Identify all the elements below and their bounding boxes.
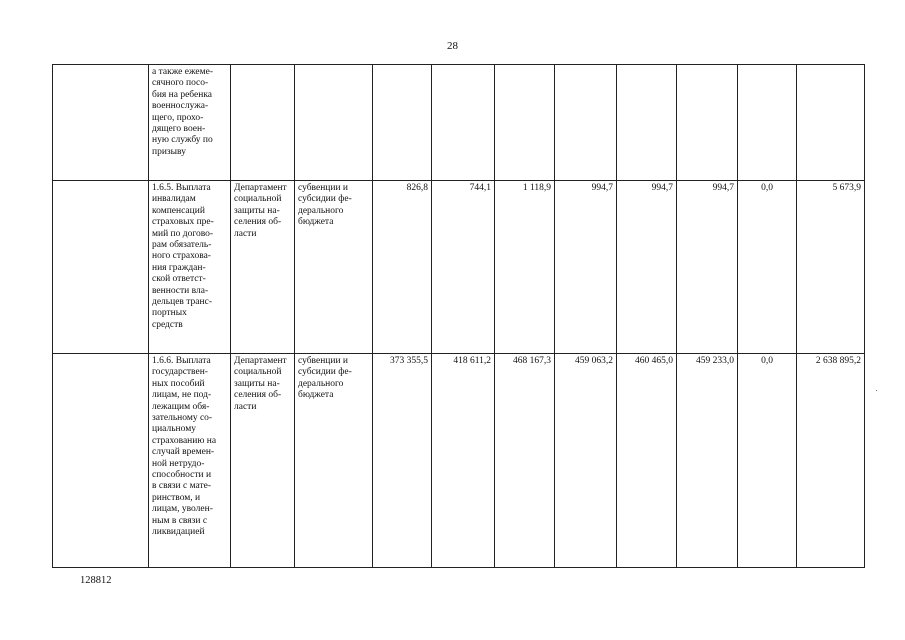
value-cell xyxy=(617,65,677,181)
value-cell: 418 611,2 xyxy=(432,354,495,568)
value-cell: 994,7 xyxy=(677,181,738,354)
funding-source-cell: субвенции и субсидии фе- дерального бюджета xyxy=(295,354,373,568)
budget-table xyxy=(52,64,865,568)
scan-speck xyxy=(876,390,877,391)
value-cell: 0,0 xyxy=(738,354,797,568)
value-cell xyxy=(495,65,555,181)
value-cell xyxy=(738,65,797,181)
executor-cell xyxy=(231,65,295,181)
table-row xyxy=(53,65,865,181)
value-cell: 459 233,0 xyxy=(677,354,738,568)
funding-source-cell xyxy=(295,65,373,181)
table-row xyxy=(53,181,865,354)
value-cell: 994,7 xyxy=(555,181,617,354)
value-cell xyxy=(432,65,495,181)
value-cell: 5 673,9 xyxy=(797,181,865,354)
value-cell: 0,0 xyxy=(738,181,797,354)
value-cell xyxy=(555,65,617,181)
page-number: 28 xyxy=(447,40,458,52)
measure-name: 1.6.6. Выплата государствен- ных пособий лицам, не под- лежащим обя- зательному со- циальному страхованию на случай времен- ной нетрудо- способности и в связи с мате- ринством, и лицам, уволен- ным в связи с ликвидацией xyxy=(149,354,231,568)
executor-cell: Департамент социальной защиты на- селения об- ласти xyxy=(231,181,295,354)
value-cell xyxy=(373,65,432,181)
executor-cell: Департамент социальной защиты на- селения об- ласти xyxy=(231,354,295,568)
value-cell: 1 118,9 xyxy=(495,181,555,354)
value-cell: 994,7 xyxy=(617,181,677,354)
value-cell xyxy=(797,65,865,181)
table-row xyxy=(53,354,865,568)
measure-name: а также ежеме- сячного посо- бия на ребенка военнослужа- щего, прохо- дящего воен- ную службу по призыву xyxy=(149,65,231,181)
blank-cell xyxy=(53,181,149,354)
value-cell: 459 063,2 xyxy=(555,354,617,568)
funding-source-cell: субвенции и субсидии фе- дерального бюджета xyxy=(295,181,373,354)
value-cell: 373 355,5 xyxy=(373,354,432,568)
blank-cell xyxy=(53,354,149,568)
value-cell: 468 167,3 xyxy=(495,354,555,568)
value-cell: 826,8 xyxy=(373,181,432,354)
blank-cell xyxy=(53,65,149,181)
value-cell xyxy=(677,65,738,181)
measure-name: 1.6.5. Выплата инвалидам компенсаций страховых пре- мий по догово- рам обязатель- ного страхова- ния граждан- ской ответст- венности вла- дельцев транс- портных средств xyxy=(149,181,231,354)
value-cell: 460 465,0 xyxy=(617,354,677,568)
value-cell: 2 638 895,2 xyxy=(797,354,865,568)
document-code: 128812 xyxy=(80,575,112,586)
value-cell: 744,1 xyxy=(432,181,495,354)
